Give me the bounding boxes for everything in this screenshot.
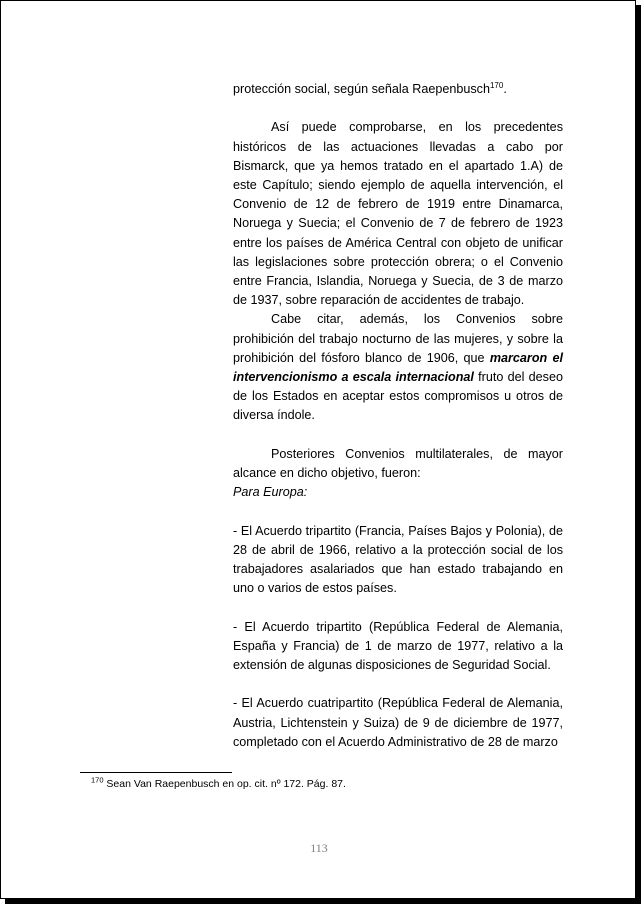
paragraph-spacer bbox=[233, 502, 563, 521]
list-item-3: - El Acuerdo cuatripartito (República Federal de Alemania, Austria, Lichtenstein y Suiza) de 9 de diciembre de 1977, completado con el Acuerdo Administrativo de 28 de marzo bbox=[233, 696, 563, 749]
page-shadow-right bbox=[636, 5, 641, 904]
paragraph-spacer bbox=[233, 675, 563, 694]
paragraph-1-end: . bbox=[503, 82, 507, 96]
footnote-separator bbox=[80, 772, 232, 773]
paragraph-2: Así puede comprobarse, en los precedentes históricos de las actuaciones llevadas a cabo por Bismarck, que ya hemos tratado en el apartado 1.A) de este Capítulo; siendo ejemplo de aquella intervención, el Convenio de 12 de febrero de 1919 entre Dinamarca, Noruega y Suecia; el Convenio de 7 de febrero de 1923 entre los países de América Central con objeto de unificar las legislaciones sobre protección obrera; o el Convenio entre Francia, Islandia, Noruega y Suecia, de 3 de marzo de 1937, sobre reparación de accidentes de trabajo. bbox=[233, 120, 563, 308]
paragraph-1-text: protección social, según señala Raepenbusch bbox=[233, 82, 490, 96]
body-text bbox=[233, 80, 563, 752]
footnote-number: 170 bbox=[91, 775, 104, 785]
emphasis-text: marcaron el intervencionismo a escala internacional bbox=[233, 350, 563, 385]
paragraph-4: Posteriores Convenios multilaterales, de mayor alcance en dicho objetivo, fueron: bbox=[233, 446, 563, 481]
paragraph-3-before: Cabe citar, además, los Convenios sobre prohibición del trabajo nocturno de las mujeres, y sobre la prohibición del fósforo blanco de 1906, que bbox=[233, 312, 563, 365]
page-number: 113 bbox=[310, 841, 328, 855]
section-heading-europa bbox=[233, 483, 563, 502]
paragraph-3 bbox=[233, 310, 563, 425]
footnote-reference[interactable]: 170 bbox=[489, 80, 504, 90]
paragraph-3-after: fruto del deseo de los Estados en aceptar estos compromisos u otros de diversa índole. bbox=[233, 370, 563, 423]
section-heading-text: Para Europa: bbox=[233, 485, 308, 500]
list-item-2: - El Acuerdo tripartito (República Federal de Alemania, España y Francia) de 1 de marzo de 1977, relativo a la extensión de algunas disposiciones de Seguridad Social. bbox=[233, 619, 563, 673]
paragraph-spacer bbox=[233, 426, 563, 445]
footnote bbox=[91, 777, 561, 791]
paragraph-spacer bbox=[233, 598, 563, 617]
footnote-text: Sean Van Raepenbusch en op. cit. nº 172. Pág. 87. bbox=[103, 778, 346, 790]
list-item-1: - El Acuerdo tripartito (Francia, Países Bajos y Polonia), de 28 de abril de 1966, relativo a la protección social de los trabajadores asalariados que han estado trabajando en uno o varios de estos países. bbox=[233, 523, 563, 596]
paragraph-1 bbox=[233, 80, 563, 99]
paragraph-spacer bbox=[233, 99, 563, 118]
page-shadow-bottom bbox=[5, 899, 641, 904]
